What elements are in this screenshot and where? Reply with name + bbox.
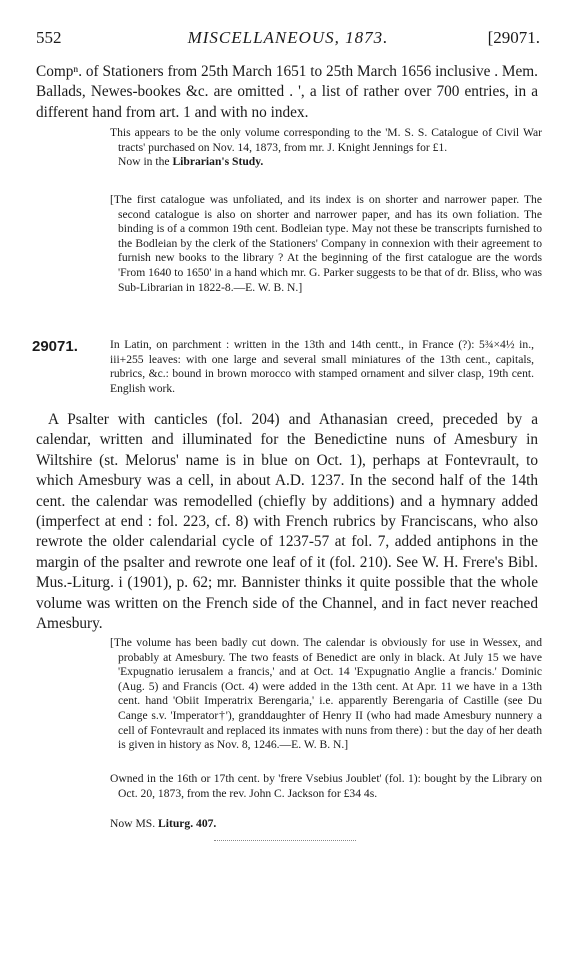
entry-physical-description: In Latin, on parchment : written in the 13th and 14th centt., in France (?): 5¾×4½ in., iii+255 leaves: with one large and several small miniatures of the 13th cent., capitals, rubrics, &c.: bound in brown morocco with stamped ornament and silver clasp, 19th cent. English work. xyxy=(110,338,534,395)
shelfmark: Liturg. 407. xyxy=(158,817,217,830)
entry-number: 29071. xyxy=(32,338,78,355)
shelfmark-line xyxy=(110,817,534,832)
intro-paragraph: Compⁿ. of Stationers from 25th March 1651 to 25th March 1656 inclusive . Mem. Ballads, Newes-bookes &c. are omitted . ', a list of rather over 700 entries, in a different hand from art. 1 and with no index. xyxy=(36,63,538,121)
entry-reference: [29071. xyxy=(487,28,540,47)
page-number: 552 xyxy=(36,28,62,47)
shelfmark-prefix: Now MS. xyxy=(110,817,156,830)
section-divider xyxy=(214,840,356,841)
main-description: A Psalter with canticles (fol. 204) and Athanasian creed, preceded by a calendar, written and illuminated for the Benedictine nuns of Amesbury in Wiltshire (st. Melorus' name is in blue on Oct. 1), perhaps at Fontevrault, to which Amesbury was a cell, in about A.D. 1237. In the second half of the 14th cent. the calendar was remodelled (chiefly by additions) and a hymnary added (imperfect at end : fol. 223, cf. 8) with French rubrics by Franciscans, who also rewrote the older calendarial cycle of 1237-57 at fol. 7, added antiphons in the margin of the psalter and rewrote one leaf of it (fol. 210). See W. H. Frere's Bibl. Mus.-Liturg. i (1901), p. 62; mr. Bannister thinks it quite possible that the whole volume was written on the French side of the Channel, and in fact never reached Amesbury. xyxy=(36,411,538,633)
location-name: Librarian's Study. xyxy=(172,155,264,169)
location-prefix: Now in the xyxy=(118,155,170,169)
previous-note-text: This appears to be the only volume corresponding to the 'M. S. S. Catalogue of Civil War tracts' purchased on Nov. 14, 1873, from mr. J. Knight Jennings for £1. xyxy=(110,126,542,154)
running-title: MISCELLANEOUS, 1873. xyxy=(187,28,389,47)
editorial-note: [The volume has been badly cut down. The calendar is obviously for use in Wessex, and probably at Amesbury. The two feasts of Benedict are only in black. At July 15 we have 'Expugnatio ierusalem a francis,' and at Oct. 14 'Expugnatio Anglie a francis.' Dominic (Aug. 5) and Francis (Oct. 4) were added in the 13th cent. At Apr. 11 we have in a 13th cent. hand 'Obiit Imperatrix Berengaria,' i.e. apparently Berengaria of Castille (see Du Cange s.v. 'Imperator†'), granddaughter of Henry II (who had made Amesbury nunnery a cell of Fontevrault and replaced its inmates with nuns from there) : but the day of her death is given in history as Nov. 8, 1246.—E. W. B. N.] xyxy=(110,636,542,752)
provenance-note: Owned in the 16th or 17th cent. by 'frere Vsebius Joublet' (fol. 1): bought by the Library on Oct. 20, 1873, from the rev. John C. Jackson for £34 4s. xyxy=(110,772,542,800)
previous-entry-bracket-note: [The first catalogue was unfoliated, and its index is on shorter and narrower paper. The second catalogue is also on shorter and narrower paper, and has its own foliation. The binding is of a common 19th cent. Bodleian type. May not these be transcripts furnished to the Bodleian by the clerk of the Stationers' Company in connexion with their agreement to furnish new books to the library ? At the beginning of the first catalogue are the words 'From 1640 to 1650' in a hand which mr. G. Parker suggests to be that of dr. Bliss, who was Sub-Librarian in 1822-8.—E. W. B. N.] xyxy=(110,193,542,294)
running-header xyxy=(36,28,540,50)
previous-entry-note xyxy=(110,126,542,170)
